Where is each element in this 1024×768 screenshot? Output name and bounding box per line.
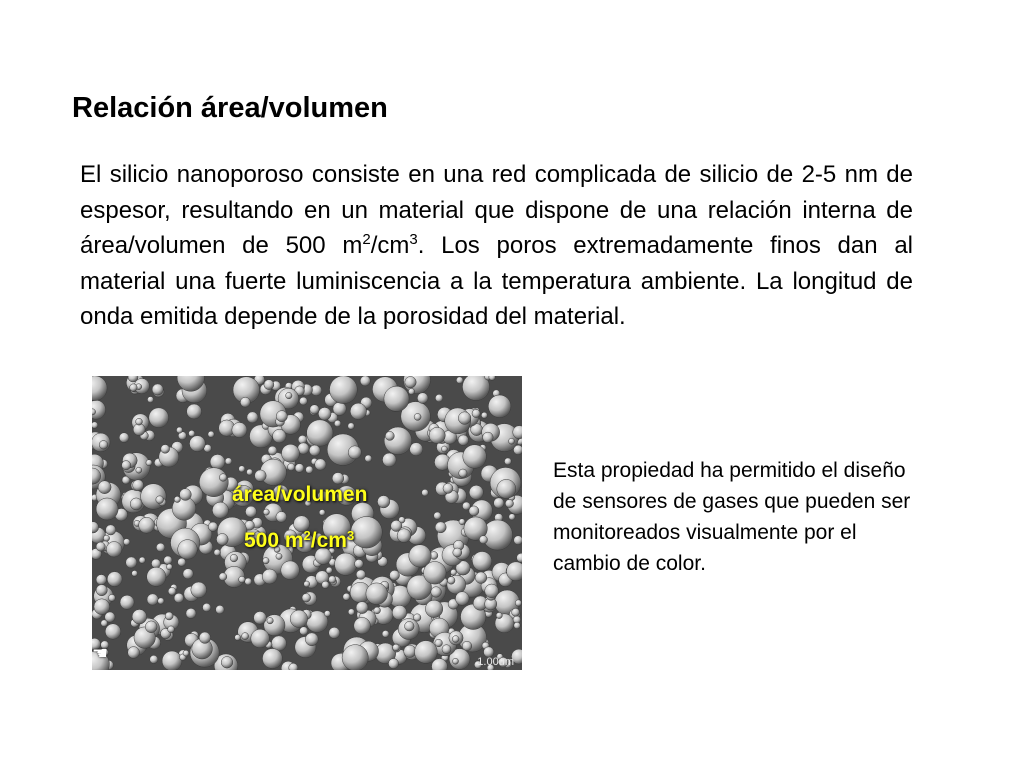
nanoparticle: [126, 557, 137, 568]
nanoparticle: [309, 445, 320, 456]
nanoparticle: [174, 593, 184, 603]
nanoparticle: [164, 556, 172, 564]
nanoparticle: [360, 376, 370, 386]
nanoparticle: [304, 581, 310, 587]
nanoparticle: [322, 581, 329, 588]
image-label-sup-3: 3: [346, 528, 355, 543]
nanoparticle: [496, 612, 502, 618]
nanoparticle: [324, 611, 330, 617]
nanoparticle: [96, 498, 118, 520]
nanoparticle: [348, 423, 355, 430]
nanoparticle: [281, 561, 300, 580]
nanoparticle: [515, 600, 521, 606]
nanoparticle: [239, 576, 246, 583]
nanoparticle: [267, 618, 273, 624]
nanoparticle: [330, 376, 358, 404]
nanoparticle: [254, 611, 267, 624]
nanoparticle: [247, 469, 253, 475]
nanoparticle: [366, 583, 388, 605]
side-note: Esta propiedad ha permitido el diseño de sensores de gases que pueden ser monitoreados visualmente por el cambio de color.: [553, 459, 911, 575]
nanoparticle: [385, 431, 394, 440]
nanoparticle: [462, 376, 489, 401]
nanoparticle: [203, 603, 211, 611]
nanoparticle: [216, 605, 225, 614]
nanoparticle: [443, 483, 453, 493]
nanoparticle: [122, 461, 131, 470]
nanoparticle: [295, 464, 304, 473]
nanoparticle: [302, 593, 311, 602]
nanoparticle: [415, 641, 438, 664]
nanoparticle: [417, 393, 428, 404]
nanoparticle: [377, 496, 389, 508]
nanoparticle: [178, 558, 186, 566]
hand-cursor-icon: ☚: [92, 643, 109, 663]
nanoparticle: [183, 650, 189, 656]
nanoparticle: [481, 412, 487, 418]
nanoparticle: [482, 520, 512, 550]
nanoparticle: [356, 570, 365, 579]
nanoparticle: [96, 585, 107, 596]
paragraph-text-start: El silicio nanoporoso consiste en una red complicada de silicio de 2-5 nm de espesor, resultando en un material que dispone de una relación interna de área/volumen de 500 m: [80, 161, 913, 259]
nanoparticle: [186, 608, 196, 618]
nanoparticle: [310, 405, 319, 414]
nanoparticle: [333, 402, 346, 415]
nanoparticle: [453, 658, 459, 664]
nanoparticle: [146, 460, 152, 466]
nanoparticle: [262, 649, 282, 669]
nanoparticle: [451, 569, 457, 575]
nanoparticle: [282, 444, 300, 462]
nanoparticle: [180, 489, 192, 501]
nanoparticle: [132, 609, 147, 624]
nanoparticle: [165, 612, 173, 620]
nanoparticle: [255, 470, 267, 482]
nanoparticle: [156, 496, 164, 504]
nanoparticle: [298, 435, 307, 444]
nanoparticle: [189, 430, 195, 436]
nanoparticle: [485, 584, 499, 598]
nanoparticle: [149, 408, 169, 428]
nanoparticle: [422, 489, 429, 496]
nanoparticle: [263, 509, 269, 515]
nanoparticle: [264, 380, 274, 390]
nanoparticle: [139, 517, 155, 533]
nanoparticle: [442, 645, 451, 654]
nanoparticle: [189, 436, 205, 452]
nanoparticle: [435, 522, 446, 533]
nanoparticle: [162, 651, 182, 670]
nanoparticle: [276, 512, 287, 523]
nanoparticle: [106, 525, 116, 535]
nanoparticle: [156, 543, 165, 552]
nanoparticle: [343, 593, 350, 600]
nanoparticle: [151, 559, 160, 568]
nanoparticle: [384, 386, 409, 411]
nanoparticle: [240, 397, 250, 407]
nanoparticle: [497, 479, 516, 498]
nanoparticle: [429, 427, 445, 443]
nanoparticle: [392, 605, 407, 620]
nanoparticle: [393, 644, 400, 651]
nanoparticle: [356, 602, 368, 614]
superscript-3: 3: [409, 231, 418, 248]
nanoparticle: [103, 535, 109, 541]
nanoparticle: [458, 435, 469, 446]
nanoparticle: [286, 392, 292, 398]
nanoparticle: [425, 600, 442, 617]
nanoparticle: [230, 554, 238, 562]
nanoparticle: [132, 570, 138, 576]
nanoparticle: [245, 506, 256, 517]
nanoparticle: [147, 594, 158, 605]
nanoparticle: [191, 582, 207, 598]
nanoparticle: [354, 617, 371, 634]
nanoparticle: [435, 394, 443, 402]
nanoparticle: [455, 592, 469, 606]
nanoparticle: [232, 422, 247, 437]
image-label-sup-2: 2: [303, 528, 311, 543]
nanoparticle: [263, 558, 269, 564]
nanoparticle: [453, 548, 462, 557]
nanoparticle: [489, 376, 496, 380]
nanoparticle: [355, 559, 364, 568]
nanoparticle: [262, 569, 277, 584]
nanoparticle: [479, 536, 487, 544]
nanoparticle: [504, 458, 511, 465]
nanoparticle: [247, 412, 258, 423]
nanoparticle: [452, 636, 459, 643]
nanoparticle: [514, 622, 521, 629]
nanoparticle: [390, 570, 400, 580]
nanoparticle: [289, 663, 298, 670]
superscript-2: 2: [362, 231, 371, 248]
nanoparticle: [92, 422, 98, 429]
nanoparticle: [150, 655, 158, 663]
nanoparticle: [168, 626, 175, 633]
nanoparticle: [251, 629, 270, 648]
nanoparticle: [348, 609, 354, 615]
nanoparticle: [130, 384, 138, 392]
nanoparticle: [408, 388, 414, 394]
main-paragraph: [80, 157, 913, 335]
nanoparticle: [108, 594, 115, 601]
nanoparticle: [106, 542, 122, 558]
nanoparticle: [509, 514, 515, 520]
nanoparticle: [335, 553, 357, 575]
nanoparticle: [458, 412, 471, 425]
nanoparticle: [147, 397, 153, 403]
nanoparticle: [405, 621, 415, 631]
nanoparticle: [447, 577, 455, 585]
nanoparticle: [98, 481, 111, 494]
nanoparticle: [456, 377, 463, 384]
nanoparticle: [459, 469, 467, 477]
nanoparticle: [435, 639, 443, 647]
nanoparticle: [96, 542, 105, 551]
nanoparticles-texture: [92, 376, 522, 670]
nanoparticle: [463, 445, 487, 469]
nanoparticle: [219, 573, 227, 581]
slide-title: Relación área/volumen: [72, 92, 388, 124]
nanoparticle: [178, 540, 198, 560]
nanoparticle: [365, 455, 372, 462]
nanoparticle: [509, 438, 515, 444]
nanoparticle: [300, 627, 308, 635]
nanoparticle: [288, 463, 295, 470]
nanoparticle: [242, 633, 249, 640]
nanoparticle: [410, 443, 423, 456]
nanoparticle: [472, 409, 480, 417]
nanoparticle: [494, 498, 504, 508]
nanoparticle: [187, 404, 202, 419]
nanoparticle: [174, 496, 180, 502]
nanoparticle: [133, 480, 144, 491]
nanoparticle: [199, 468, 228, 497]
nanoparticle: [299, 397, 307, 405]
image-label-unit: /cm: [310, 529, 347, 552]
nanoparticle: [120, 595, 134, 609]
nanoparticle: [219, 474, 227, 482]
nanoparticle: [342, 645, 368, 670]
nanoparticle: [107, 572, 122, 587]
nanoparticle: [405, 377, 416, 388]
nanoparticle: [212, 502, 228, 518]
nanoparticle: [350, 403, 366, 419]
image-label-area-volume: área/volumen: [232, 483, 368, 506]
nanoparticle: [166, 564, 172, 570]
nanoparticle: [99, 441, 108, 450]
paragraph-unit-cm: /cm: [370, 232, 410, 259]
nanoparticle: [94, 599, 110, 615]
nanoparticle: [348, 446, 361, 459]
nanoparticle: [382, 630, 389, 637]
nanoparticle: [158, 598, 164, 604]
nanoparticle: [305, 633, 318, 646]
nanoparticle: [434, 512, 441, 519]
nanoparticle: [139, 557, 145, 563]
nanoparticle: [276, 411, 287, 422]
nanoparticle: [318, 407, 331, 420]
nanoparticle: [431, 587, 442, 598]
nanoparticle: [208, 522, 217, 531]
nanoparticle: [306, 466, 313, 473]
nanoparticle: [130, 498, 142, 510]
nanoparticle: [161, 445, 170, 454]
nanoparticle: [334, 420, 341, 427]
nanoparticle: [276, 553, 282, 559]
nanoparticle: [152, 384, 163, 395]
nanoparticle: [329, 627, 340, 638]
nanoparticle: [210, 454, 225, 469]
nanoparticle: [488, 395, 511, 418]
nanoparticle: [404, 645, 416, 657]
nanoparticle: [136, 467, 142, 473]
nanoparticle: [315, 459, 326, 470]
nanoparticle: [319, 510, 325, 516]
nanoparticle: [96, 575, 106, 585]
nanoparticle: [199, 632, 210, 643]
nanoparticle: [329, 576, 336, 583]
image-label-value: 500 m: [244, 529, 304, 552]
nanoparticle: [239, 466, 245, 472]
nanoparticle: [409, 545, 431, 567]
nanoparticle: [388, 659, 398, 669]
nanoparticle: [225, 458, 232, 465]
nanoparticle: [505, 499, 513, 507]
nanoparticle: [475, 572, 487, 584]
nanoparticle: [441, 446, 447, 452]
nanoparticle: [469, 506, 479, 516]
sem-micrograph-image: [92, 376, 522, 670]
nanoparticle: [119, 433, 129, 443]
nanoparticle: [221, 657, 233, 669]
nanoparticle: [512, 608, 520, 616]
nanoparticle: [382, 453, 396, 467]
nanoparticle: [128, 647, 140, 659]
nanoparticle: [168, 587, 176, 595]
nanoparticle: [245, 578, 252, 585]
nanoparticle: [176, 427, 182, 433]
nanoparticle: [374, 607, 381, 614]
nanoparticle: [216, 534, 228, 546]
nanoparticle: [105, 624, 121, 640]
nanoparticle: [123, 539, 130, 546]
scale-bar-label: 1.00um: [477, 656, 514, 668]
image-label-ratio: [244, 529, 354, 553]
nanoparticle: [384, 427, 412, 455]
nanoparticle: [290, 610, 307, 627]
nanoparticle: [268, 446, 277, 455]
nanoparticle: [147, 567, 166, 586]
nanoparticle: [469, 485, 483, 499]
nanoparticle: [414, 413, 421, 420]
nanoparticle: [483, 432, 494, 443]
nanoparticle: [472, 552, 491, 571]
nanoparticle: [235, 635, 241, 641]
nanoparticle: [351, 517, 383, 549]
nanoparticle: [136, 418, 143, 425]
nanoparticle: [208, 431, 214, 437]
paragraph-text-end: . Los poros extremadamente finos dan al material una fuerte luminiscencia a la temperatura ambiente. La longitud de onda emitida depende de la porosidad del material.: [80, 232, 913, 330]
nanoparticle: [145, 621, 157, 633]
nanoparticle: [459, 519, 465, 525]
nanoparticle: [183, 569, 193, 579]
nanoparticle: [214, 549, 221, 556]
nanoparticle: [273, 429, 287, 443]
nanoparticle: [397, 529, 411, 543]
nanoparticle: [514, 536, 522, 545]
